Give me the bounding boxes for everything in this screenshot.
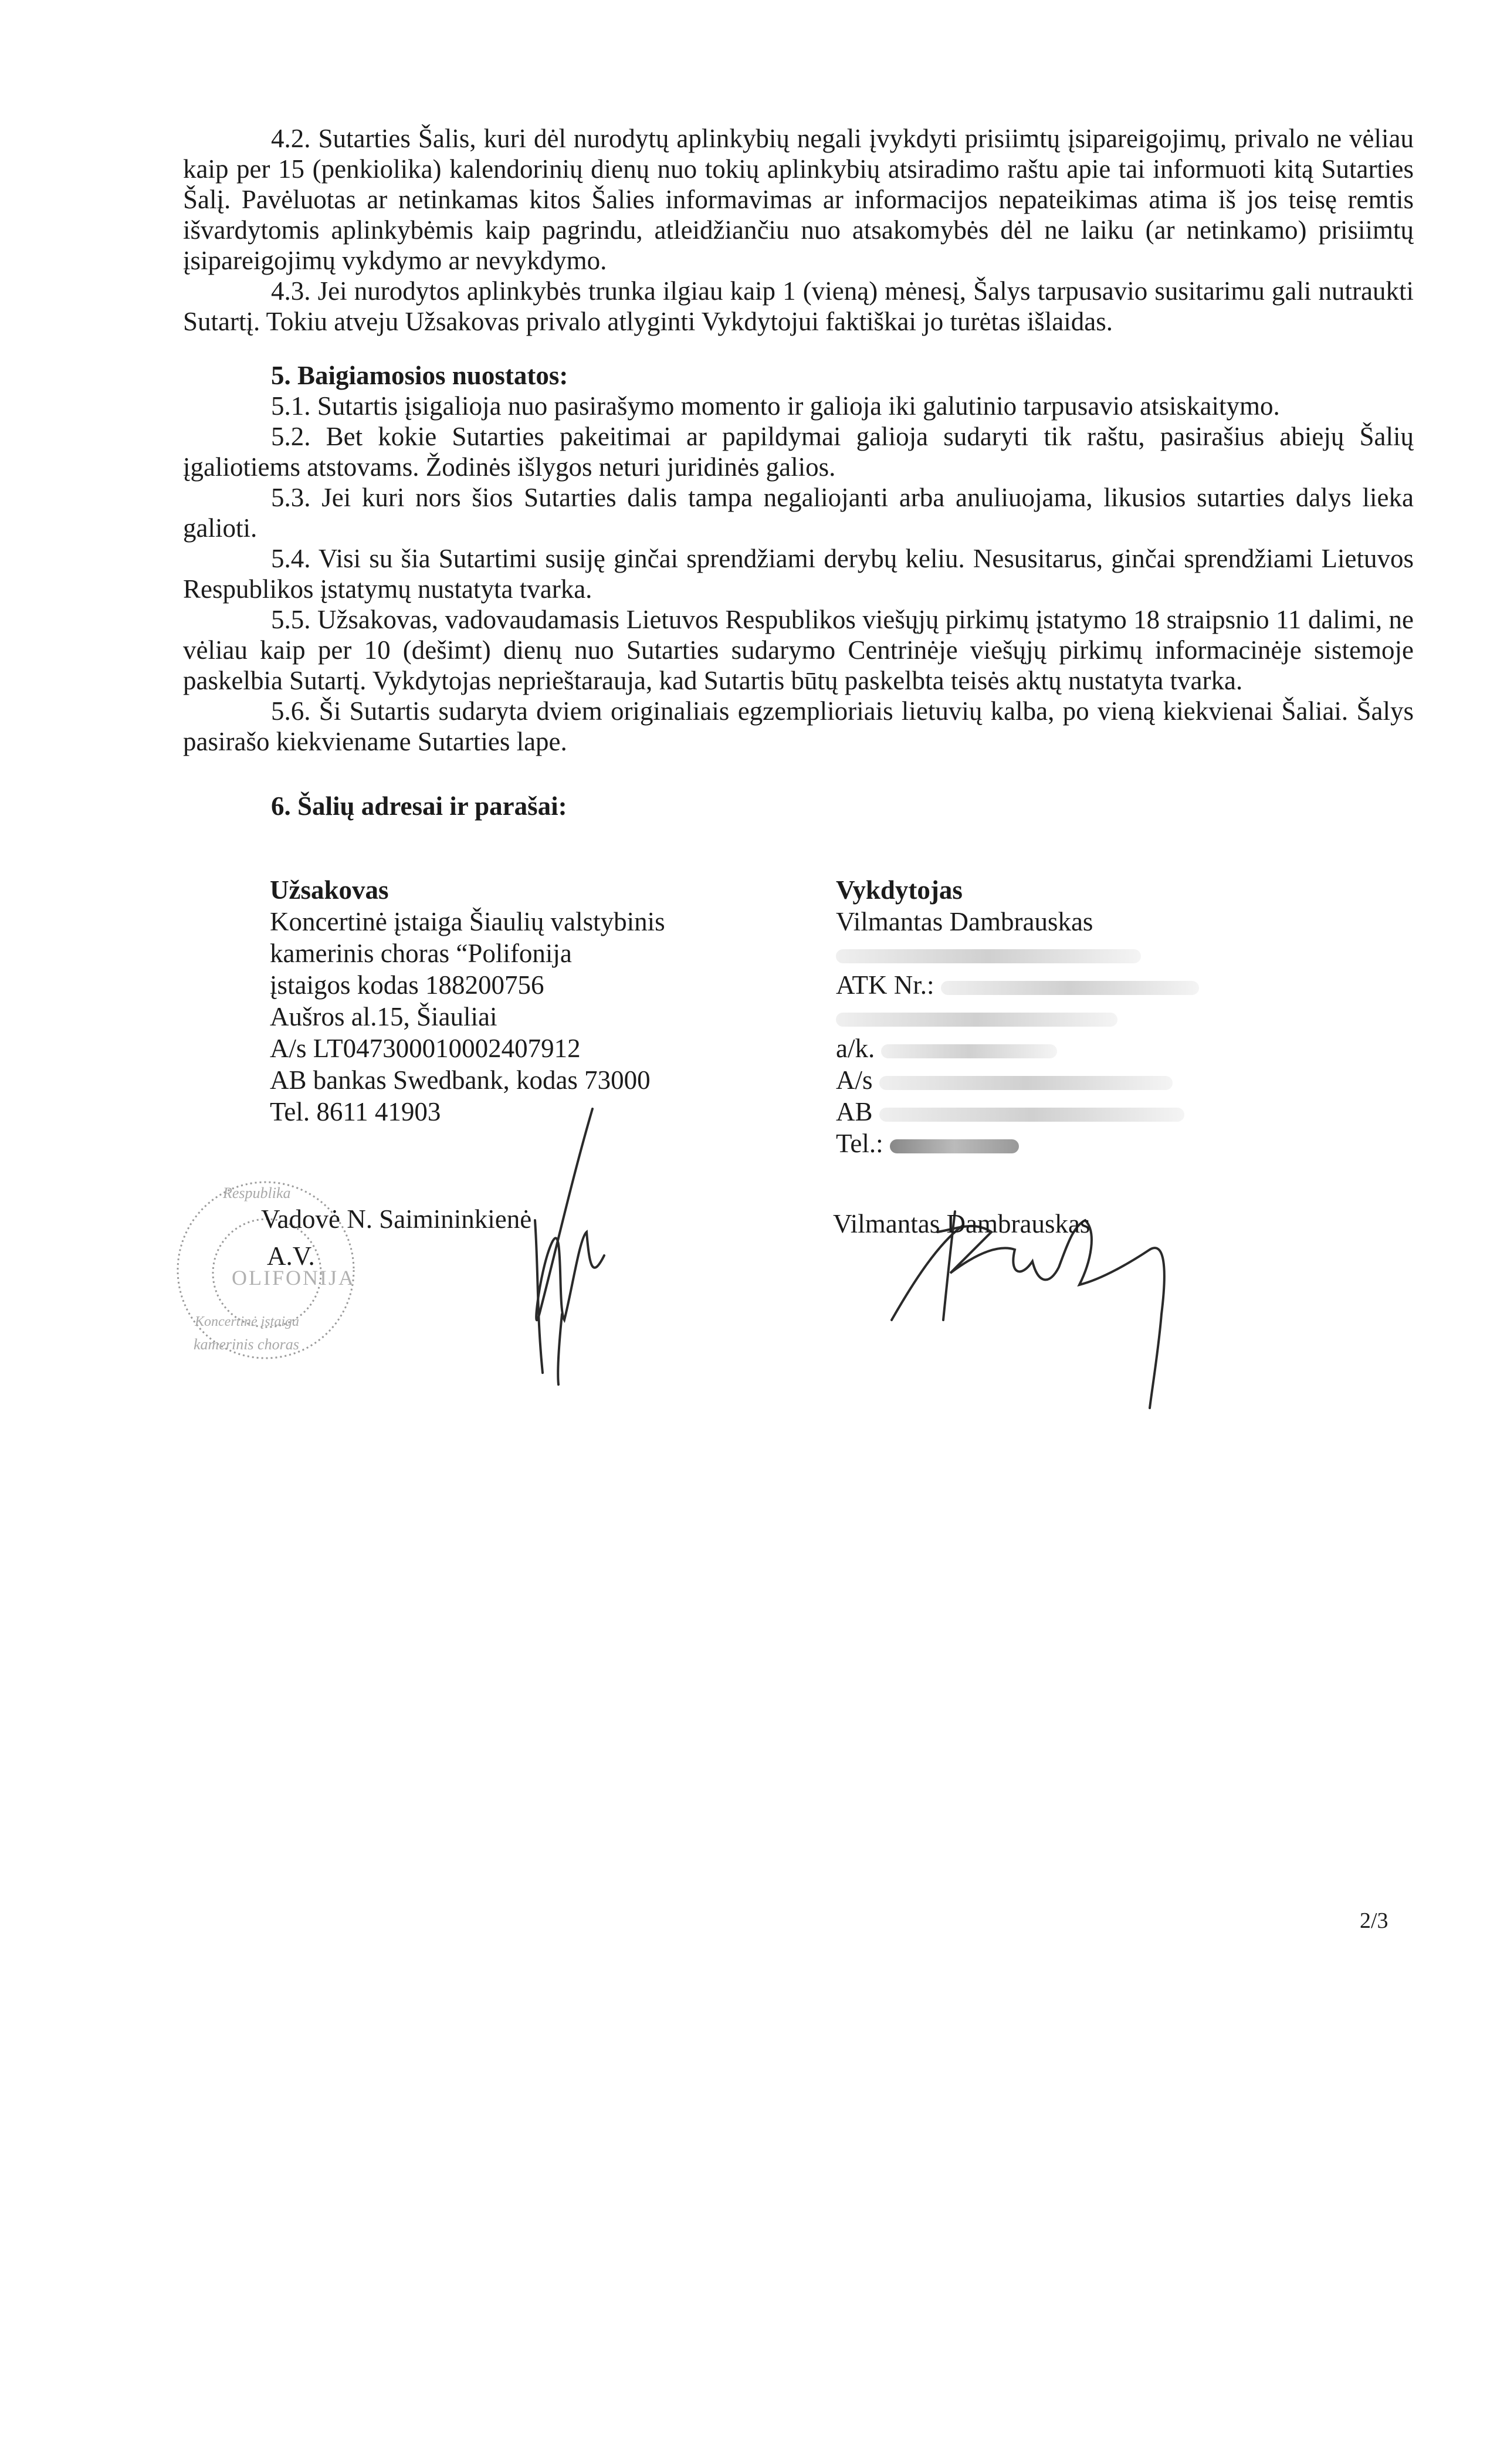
- contractor-name: Vilmantas Dambrauskas: [836, 907, 1093, 936]
- customer-line: kamerinis choras “Polifonija: [270, 939, 572, 968]
- contractor-title: Vykdytojas: [836, 875, 963, 905]
- ak-label: a/k.: [836, 1034, 875, 1063]
- customer-line: Aušros al.15, Šiauliai: [270, 1002, 497, 1031]
- customer-line: įstaigos kodas 188200756: [270, 970, 544, 1000]
- clause-4-2: 4.2. Sutarties Šalis, kuri dėl nurodytų aplinkybių negali įvykdyti prisiimtų įsipareigojimų, privalo ne vėliau kaip per 15 (penkiolika) kalendorinių dienų nuo tokių aplinkybių atsiradimo raštu apie tai informuoti kitą Sutarties Šalį. Pavėluotas ar netinkamas kitos Šalies informavimas ar informacijos nepateikimas atima iš jos teisę remtis išvardytomis aplinkybėmis kaip pagrindu, atleidžiančiu nuo atsakomybės dėl ne laiku (ar netinkamo) prisiimtų įsipareigojimų vykdymo ar nevykdymo.: [183, 124, 1414, 275]
- page-number: 2/3: [1360, 1908, 1388, 1933]
- customer-signature: [535, 1109, 604, 1385]
- atk-label: ATK Nr.:: [836, 970, 934, 1000]
- customer-line: Tel. 8611 41903: [270, 1097, 441, 1126]
- customer-line: AB bankas Swedbank, kodas 73000: [270, 1065, 651, 1095]
- clause-5-3: 5.3. Jei kuri nors šios Sutarties dalis tampa negaliojanti arba anuliuojama, likusios sutarties dalys lieka galioti.: [183, 483, 1414, 543]
- clause-5-4: 5.4. Visi su šia Sutartimi susiję ginčai sprendžiami derybų keliu. Nesusitarus, ginčai sprendžiami Lietuvos Respublikos įstatymų nustatyta tvarka.: [183, 544, 1414, 604]
- contractor-signature: [892, 1211, 1164, 1408]
- clause-4-3: 4.3. Jei nurodytos aplinkybės trunka ilgiau kaip 1 (vieną) mėnesį, Šalys tarpusavio susitarimu gali nutraukti Sutartį. Tokiu atveju Užsakovas privalo atlyginti Vykdytojui faktiškai jo turėtas išlaidas.: [183, 276, 1414, 336]
- clause-5-1: 5.1. Sutartis įsigalioja nuo pasirašymo momento ir galioja iki galutinio tarpusavio atsiskaitymo.: [271, 391, 1280, 421]
- customer-line: Koncertinė įstaiga Šiaulių valstybinis: [270, 907, 665, 936]
- tel-label: Tel.:: [836, 1129, 883, 1158]
- stamp-text-top: Respublika: [223, 1184, 291, 1201]
- as-label: A/s: [836, 1065, 873, 1095]
- stamp-center-text: OLIFONIJA: [232, 1266, 355, 1289]
- stamp-text-bottom: kamerinis choras: [194, 1336, 299, 1353]
- clause-5-6: 5.6. Ši Sutartis sudaryta dviem originaliais egzemplioriais lietuvių kalba, po vieną kiekvienai Šaliai. Šalys pasirašo kiekviename Sutarties lape.: [183, 696, 1414, 756]
- contractor-signatory: Vilmantas Dambrauskas: [833, 1209, 1090, 1238]
- ab-label: AB: [836, 1097, 873, 1126]
- customer-title: Užsakovas: [270, 875, 389, 905]
- clause-5-5: 5.5. Užsakovas, vadovaudamasis Lietuvos Respublikos viešųjų pirkimų įstatymo 18 straipsnio 11 dalimi, ne vėliau kaip per 10 (dešimt) dienų nuo Sutarties sudarymo Centrinėje viešųjų pirkimų informacinėje sistemoje paskelbia Sutartį. Vykdytojas neprieštarauja, kad Sutartis būtų paskelbta teisės aktų nustatyta tvarka.: [183, 605, 1414, 695]
- customer-signatory: Vadovė N. Saimininkienė: [261, 1204, 532, 1234]
- customer-line: A/s LT047300010002407912: [270, 1034, 581, 1063]
- stamp-place-label: A.V.: [267, 1241, 315, 1271]
- section-6-heading: 6. Šalių adresai ir parašai:: [271, 791, 567, 821]
- svg-text:Koncertinė įstaiga: Koncertinė įstaiga: [195, 1314, 299, 1329]
- clause-5-2: 5.2. Bet kokie Sutarties pakeitimai ar papildymai galioja sudaryti tik raštu, pasirašius abiejų Šalių įgaliotiems atstovams. Žodinės išlygos neturi juridinės galios.: [183, 422, 1414, 482]
- section-5-heading: 5. Baigiamosios nuostatos:: [271, 361, 568, 390]
